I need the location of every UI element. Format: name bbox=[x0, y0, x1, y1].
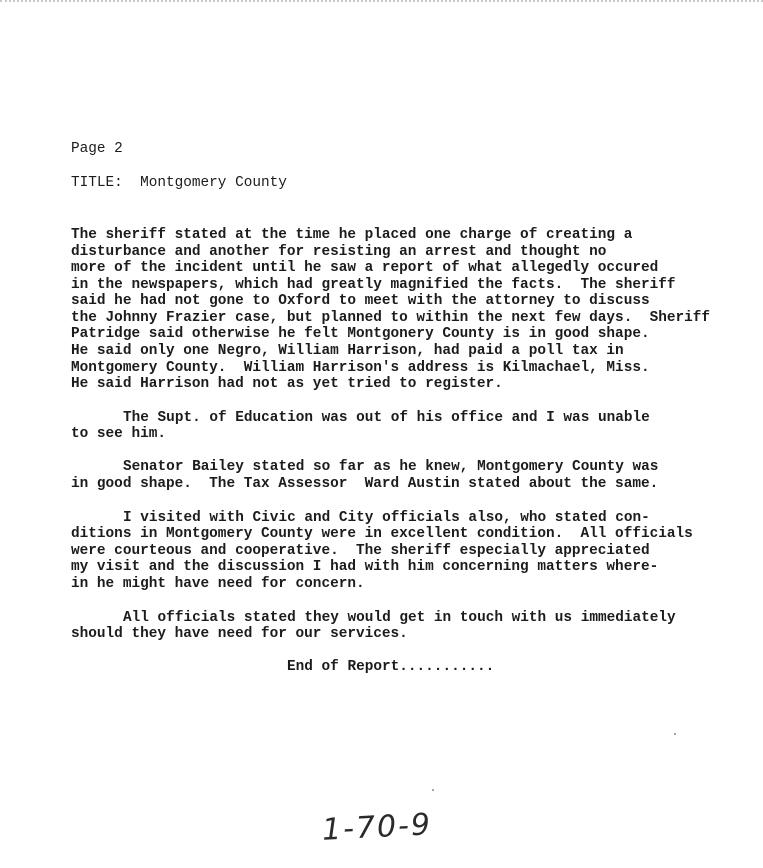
scan-speck bbox=[432, 789, 434, 791]
scan-speck bbox=[674, 733, 676, 735]
text-line: Patridge said otherwise he felt Montgonery County is in good shape. bbox=[71, 326, 650, 342]
page-number: Page 2 bbox=[71, 141, 123, 157]
text-line: The sheriff stated at the time he placed one charge of creating a bbox=[71, 227, 633, 243]
text-line: ditions in Montgomery County were in excellent condition. All officials bbox=[71, 526, 693, 542]
text-line: should they have need for our services. bbox=[71, 626, 408, 642]
text-line: Senator Bailey stated so far as he knew, Montgomery County was bbox=[123, 459, 659, 475]
text-line: He said Harrison had not as yet tried to register. bbox=[71, 376, 503, 392]
text-line: the Johnny Frazier case, but planned to within the next few days. Sheriff bbox=[71, 310, 711, 326]
text-line: in the newspapers, which had greatly magnified the facts. The sheriff bbox=[71, 277, 676, 293]
text-line: to see him. bbox=[71, 426, 166, 442]
text-line: my visit and the discussion I had with him concerning matters where- bbox=[71, 559, 659, 575]
text-line: The Supt. of Education was out of his office and I was unable bbox=[123, 410, 650, 426]
page-top-border bbox=[0, 0, 763, 2]
text-line: in good shape. The Tax Assessor Ward Austin stated about the same. bbox=[71, 476, 659, 492]
end-of-report: End of Report........... bbox=[287, 659, 495, 675]
handwritten-file-number: 1-70-9 bbox=[321, 807, 433, 848]
text-line: I visited with Civic and City officials also, who stated con- bbox=[123, 510, 650, 526]
text-line: He said only one Negro, William Harrison, had paid a poll tax in bbox=[71, 343, 624, 359]
text-line: were courteous and cooperative. The sheriff especially appreciated bbox=[71, 543, 650, 559]
text-line: more of the incident until he saw a report of what allegedly occured bbox=[71, 260, 659, 276]
text-line: said he had not gone to Oxford to meet with the attorney to discuss bbox=[71, 293, 650, 309]
text-line: All officials stated they would get in touch with us immediately bbox=[123, 610, 676, 626]
document-title: TITLE: Montgomery County bbox=[71, 175, 287, 191]
text-line: Montgomery County. William Harrison's address is Kilmachael, Miss. bbox=[71, 360, 650, 376]
text-line: in he might have need for concern. bbox=[71, 576, 365, 592]
text-line: disturbance and another for resisting an arrest and thought no bbox=[71, 244, 607, 260]
